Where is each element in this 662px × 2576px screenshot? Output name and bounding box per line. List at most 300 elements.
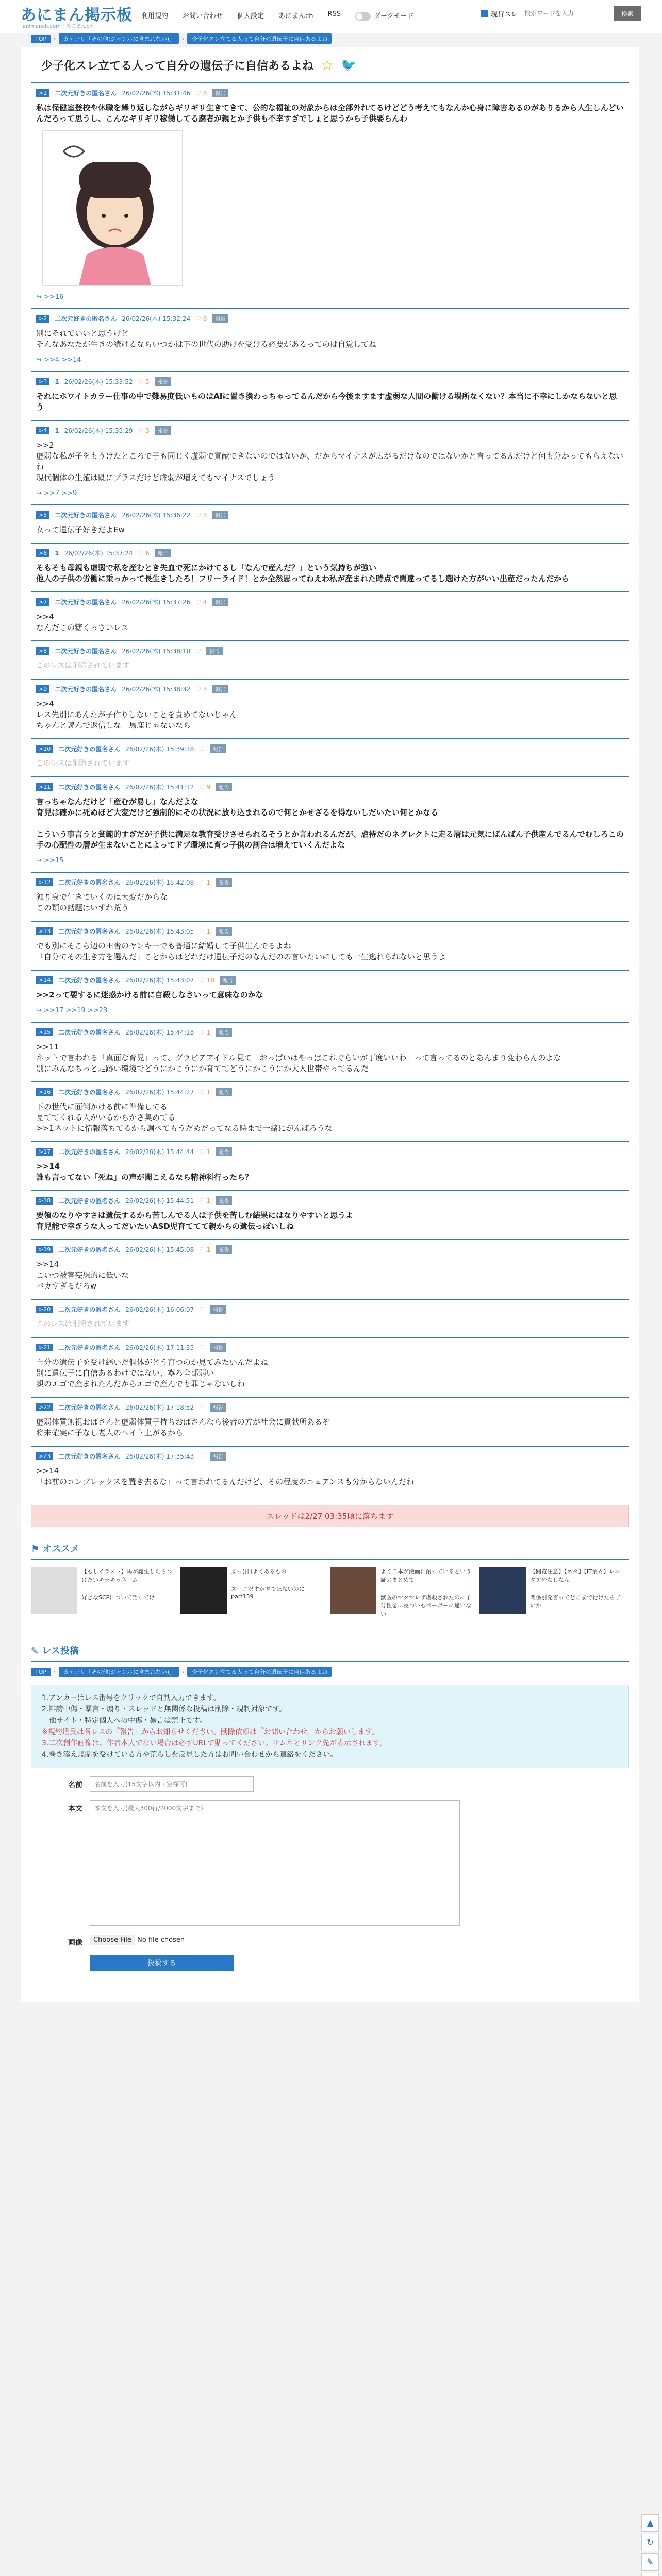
post-body: 自分の遺伝子を受け継いだ個体がどう育つのか見てみたいんだよね 別に遺伝子に自信あるわけではない、寧ろ全部弱い 親のエゴで産まれたんだからエゴで産んでも罪じゃないしね (36, 1358, 269, 1388)
report-button[interactable]: 報告 (206, 647, 223, 655)
report-button[interactable]: 報告 (210, 1452, 226, 1461)
search-button[interactable]: 検索 (614, 6, 641, 21)
post (31, 1299, 629, 1337)
post-date: 26/02/26(木) 15:41:12 (125, 784, 194, 791)
like-count: 3 (203, 685, 207, 693)
post (31, 1081, 629, 1141)
post (31, 543, 629, 591)
post-body: 独り身で生きていくのは大変だからな この類の話題はいずれ荒う (36, 892, 168, 912)
recommendations-title: ⚑ オススメ (31, 1537, 629, 1560)
post-date: 26/02/26(木) 15:44:44 (125, 1148, 194, 1156)
breadcrumb-thread[interactable]: 少子化スレ立てる人って自分の遺伝子に自信あるよね (187, 33, 332, 44)
report-button[interactable]: 報告 (212, 685, 228, 693)
nav-darkmode[interactable] (348, 10, 421, 21)
post-date: 26/02/26(木) 15:36:22 (122, 512, 191, 519)
like-button[interactable]: ♡ 1 (199, 1148, 211, 1156)
post (31, 970, 629, 1022)
like-count: 1 (206, 1246, 211, 1253)
report-button[interactable]: 報告 (216, 1088, 232, 1096)
post-author: 二次元好きの匿名さん (55, 90, 117, 97)
reply-arrow-icon: ↪ (36, 1007, 44, 1014)
thread-expiry-notice: スレッドは2/27 03:35頃に落ちます (31, 1505, 629, 1527)
image-label: 画像 (68, 1939, 82, 1947)
breadcrumb-top[interactable]: TOP (31, 35, 51, 43)
post-number[interactable]: >13 (36, 927, 53, 935)
reply-links[interactable] (36, 489, 624, 497)
post-date: 26/02/26(木) 15:32:24 (122, 315, 191, 323)
report-button[interactable]: 報告 (212, 511, 228, 519)
post-number[interactable]: >7 (36, 598, 49, 606)
recommendation-title[interactable]: 【閲覧注意】【ネタ】【IT業界】レンダアやなしなん (530, 1568, 620, 1583)
report-button[interactable]: 報告 (216, 878, 232, 887)
posting-rule: 4.巻き添え規制を受けている方や荒らしを反見した方はお問い合わせから連絡をください。 (42, 1751, 338, 1759)
like-button[interactable]: ♡ 1 (199, 1028, 211, 1036)
report-button[interactable]: 報告 (216, 783, 232, 791)
recommendation-cards (31, 1567, 629, 1619)
post-date: 26/02/26(木) 15:45:08 (125, 1246, 194, 1253)
post (31, 591, 629, 640)
post-number[interactable]: >14 (36, 976, 53, 984)
reply-links-text[interactable]: >>15 (44, 857, 64, 865)
like-count: 1 (206, 927, 211, 935)
recommendation-thumbnail[interactable] (479, 1567, 526, 1614)
breadcrumb-separator: › (54, 35, 56, 42)
report-button[interactable]: 報告 (212, 598, 228, 606)
post-number[interactable]: >16 (36, 1088, 53, 1096)
main-content (21, 47, 639, 2002)
post-author: 二次元好きの匿名さん (55, 315, 117, 323)
file-picker[interactable] (90, 1934, 185, 1944)
breadcrumb (31, 33, 332, 44)
post (31, 504, 629, 543)
reload-icon[interactable]: ↻ (641, 2534, 659, 2551)
like-button[interactable]: ♡ 3 (138, 427, 150, 434)
post (31, 308, 629, 371)
post-author: 1 (55, 427, 59, 434)
post (31, 371, 629, 420)
post-date: 26/02/26(木) 15:38:10 (122, 648, 191, 655)
recommendation-thumbnail[interactable] (31, 1567, 77, 1614)
choose-file-button[interactable]: Choose File (90, 1935, 135, 1945)
like-button[interactable]: ♡ 1 (199, 1246, 211, 1253)
post (31, 1022, 629, 1081)
twitter-share-icon[interactable]: 🐦 (341, 58, 357, 72)
like-button[interactable]: ♡ 5 (138, 378, 150, 385)
reply-form-title: ✎ レス投稿 (31, 1639, 629, 1662)
post (31, 738, 629, 776)
reply-links-text[interactable]: >>16 (44, 293, 64, 301)
reply-links[interactable] (36, 293, 624, 301)
post-number[interactable]: >6 (36, 549, 49, 557)
post-body: 言っちゃなんだけど「産むが易し」なんだよな 育児は確かに死ぬほど大変だけど強制的にその状況に放り込まれるので何とかせざるを得ないしだいたい何とかなる こういう事言うと貧範的すぎだが子供に満足な教育受けさせられるそうとか言われるんだが、虐待だのネグレクトに走る層は元気にばんばん子供産んでるんでむしろこの手の心配性の層が生まないことによってドブ環境に育つ子供の割合は増えていくんだよな (36, 797, 624, 850)
report-button[interactable]: 報告 (210, 1343, 226, 1352)
body-label: 本文 (68, 1805, 82, 1813)
post-author: 二次元好きの匿名さん (58, 1344, 121, 1351)
post-date: 26/02/26(木) 15:37:24 (64, 550, 133, 557)
reply-links[interactable] (36, 857, 624, 865)
report-button[interactable]: 報告 (216, 1196, 232, 1205)
post-author: 二次元好きの匿名さん (58, 1089, 121, 1096)
post-number[interactable]: >4 (36, 427, 49, 434)
reply-arrow-icon: ↪ (36, 356, 44, 364)
post-author: 二次元好きの匿名さん (58, 1246, 121, 1253)
submit-button[interactable]: 投稿する (90, 1955, 234, 1971)
report-button[interactable]: 報告 (212, 89, 228, 97)
post-header (36, 1196, 624, 1205)
post-number[interactable]: >23 (36, 1452, 53, 1460)
post-number[interactable]: >17 (36, 1148, 53, 1156)
post-number[interactable]: >20 (36, 1306, 53, 1313)
post-date: 26/02/26(木) 17:35:43 (125, 1453, 194, 1460)
post-header (36, 1245, 624, 1254)
post-date: 26/02/26(木) 16:06:07 (125, 1306, 194, 1313)
post-author: 1 (55, 378, 59, 385)
post-author: 二次元好きの匿名さん (55, 599, 117, 606)
like-button[interactable]: ♡ (195, 647, 201, 655)
post-list (21, 82, 639, 1495)
post-number[interactable]: >18 (36, 1197, 53, 1205)
post (31, 640, 629, 679)
post-author: 二次元好きの匿名さん (55, 512, 117, 519)
report-button[interactable]: 報告 (155, 377, 171, 386)
like-count: 1 (206, 1148, 211, 1156)
recommendation-thumbnail[interactable] (180, 1567, 227, 1614)
form-breadcrumb-thread[interactable]: 少子化スレ立てる人って自分の遺伝子に自信あるよね (187, 1667, 332, 1677)
image-row (31, 1934, 629, 1947)
post-date: 26/02/26(木) 15:44:51 (125, 1197, 194, 1205)
thread-title-text: 少子化スレ立てる人って自分の遺伝子に自信あるよね (41, 59, 314, 73)
search-bar (481, 6, 641, 21)
like-count: 6 (145, 549, 150, 557)
post-body: そもそも母親も虚弱で私を産むとき失血で死にかけてるし「なんで産んだ？」という気持ちが強い 他人の子供の労働に乗っかって長生きしたろ！フリーライド！とか全然思ってねえわ私が産まれた時点で間違ってるし遡けた方がいい出産だったんだから (36, 563, 569, 583)
report-button[interactable]: 報告 (216, 1147, 232, 1156)
report-button[interactable]: 報告 (216, 927, 232, 936)
report-button[interactable]: 報告 (216, 1245, 232, 1254)
post-author: 二次元好きの匿名さん (58, 1453, 121, 1460)
form-spacer (31, 1971, 629, 2002)
post-number[interactable]: >2 (36, 315, 49, 323)
post-body: 下の世代に面倒かける前に準備してる 見ててくれる人がいるからかさ集めてる >>1ネットに情報落ちてるから調べてもうだめだってなる時まで一緒にがんばろうな (36, 1102, 333, 1133)
posting-rule: 他サイト・特定個人への中傷・暴言は禁止です。 (42, 1717, 207, 1725)
post-body: >>4 なんだこの糖くっさいレス (36, 612, 129, 632)
post-date: 26/02/26(木) 15:43:07 (125, 977, 194, 984)
post-body: このレスは削除されています (36, 662, 130, 670)
like-count: 1 (206, 878, 211, 886)
post-author: 二次元好きの匿名さん (58, 745, 121, 753)
site-logo[interactable]: あにまん掲示板 (21, 6, 133, 24)
like-count: 10 (206, 976, 215, 984)
post-author: 二次元好きの匿名さん (58, 1148, 121, 1156)
post-header (36, 314, 624, 323)
report-button[interactable]: 報告 (212, 314, 228, 323)
reply-links-text[interactable]: >>17 >>19 >>23 (44, 1007, 108, 1014)
post-author: 二次元好きの匿名さん (58, 1306, 121, 1313)
like-button[interactable]: ♡ 1 (199, 927, 211, 935)
post-date: 26/02/26(木) 15:37:26 (122, 599, 191, 606)
like-button[interactable]: ♡ (199, 745, 205, 753)
reply-links[interactable] (36, 356, 624, 364)
recommendation-title[interactable]: ぶっ(汗)よくあるもの (231, 1568, 287, 1575)
post-author: 二次元好きの匿名さん (58, 1029, 121, 1036)
post (31, 1446, 629, 1495)
like-button[interactable]: ♡ 4 (195, 598, 207, 606)
post-body: >>14 こいつ被害妄想的に低いな バカすぎるだろw (36, 1260, 129, 1291)
like-count: 8 (203, 89, 207, 97)
post (31, 420, 629, 504)
like-count: 3 (203, 511, 207, 519)
post-header (36, 1305, 624, 1314)
reply-links[interactable] (36, 1007, 624, 1014)
reply-arrow-icon: ↪ (36, 857, 44, 865)
post-body: >>2 虚弱な私が子をもうけたところで子も同じく虚弱で貢献できないのではないか、だからマイナスが広がるだけなのではないかと言ってるんだけど何も分かってもらえないね 現代個体の生殖は既にプラスだけど虚弱が増えてもマイナスでしょう (36, 440, 623, 482)
post-number[interactable]: >8 (36, 647, 49, 655)
nav-terms[interactable]: 利用規約 (141, 12, 169, 20)
like-count: 4 (203, 598, 207, 606)
post (31, 1190, 629, 1239)
post-number[interactable]: >10 (36, 745, 53, 753)
post-body: >>2って要するに迷惑かける前に自殺しなさいって意味なのかな (36, 990, 263, 999)
like-button[interactable]: ♡ 6 (138, 549, 150, 557)
post-date: 26/02/26(木) 15:39:18 (125, 745, 194, 753)
form-breadcrumb-top[interactable]: TOP (31, 1668, 51, 1676)
post-date: 26/02/26(木) 15:33:52 (64, 378, 133, 385)
form-breadcrumb (31, 1666, 629, 1677)
breadcrumb-category[interactable]: カテゴリ「その他(ジャンルに含まれない)」 (59, 33, 179, 44)
post-image[interactable] (42, 130, 183, 286)
post-header (36, 744, 624, 753)
current-thread-label: 現行スレ (490, 10, 518, 19)
post-body: 要領のなりやすさは遺伝するから苦しんでる人は子供を苦しむ結果にはなりやすいと思うよ 育児能で幸ぎうな人ってだいたいASD児育ててて親からの遺伝っぽいしね (36, 1211, 354, 1231)
post-date: 26/02/26(木) 17:18:52 (125, 1404, 194, 1411)
nav-animanch[interactable]: あにまんch (278, 12, 313, 20)
like-count: 3 (145, 427, 150, 434)
like-count: 5 (145, 378, 150, 385)
form-breadcrumb-category[interactable]: カテゴリ「その他(ジャンルに含まれない)」 (59, 1667, 179, 1677)
post-date: 26/02/26(木) 15:31:46 (122, 90, 191, 97)
name-input[interactable] (90, 1776, 254, 1792)
report-button[interactable]: 報告 (210, 1403, 226, 1412)
post (31, 1397, 629, 1446)
report-button[interactable]: 報告 (210, 744, 226, 753)
name-row (31, 1776, 629, 1792)
post-number[interactable]: >15 (36, 1028, 53, 1036)
reply-links-text[interactable]: >>4 >>14 (44, 356, 81, 364)
recommendation-text (530, 1567, 624, 1619)
recommendation-subtitle[interactable]: スーコだすかすでほないのにpart139 (231, 1586, 305, 1600)
reply-arrow-icon: ↪ (36, 489, 44, 497)
breadcrumb-separator: › (182, 1668, 185, 1675)
post-header (36, 1403, 624, 1412)
scroll-top-icon[interactable]: ▲ (641, 2514, 659, 2532)
current-thread-checkbox[interactable] (481, 10, 488, 17)
post-header (36, 927, 624, 936)
like-button[interactable]: ♡ 10 (199, 976, 215, 984)
report-button[interactable]: 報告 (210, 1305, 226, 1314)
report-button[interactable]: 報告 (216, 1028, 232, 1037)
post (31, 872, 629, 921)
report-button[interactable]: 報告 (220, 976, 236, 985)
post-body: このレスは削除されています (36, 759, 130, 768)
post-header (36, 426, 624, 435)
recommendation-text (231, 1567, 325, 1619)
post-author: 二次元好きの匿名さん (58, 928, 121, 935)
recommendation-text (81, 1567, 175, 1619)
reply-links-text[interactable]: >>7 >>9 (44, 489, 77, 497)
post-header (36, 1147, 624, 1156)
like-button[interactable]: ♡ 9 (199, 783, 211, 791)
like-button[interactable]: ♡ (199, 1344, 205, 1351)
recommendations (31, 1537, 629, 1619)
site-logo-sub: animanch.com | あにまんch (23, 24, 93, 29)
like-button[interactable]: ♡ 1 (199, 1088, 211, 1096)
post-header (36, 1028, 624, 1037)
post-header (36, 598, 624, 606)
sad-woman-illustration-icon (43, 131, 182, 285)
like-button[interactable]: ♡ 6 (195, 315, 207, 323)
recommendation-subtitle[interactable]: 獣医のマタマレザ虐殺されたのに子分性を…長ついもペーボーに違いない (380, 1594, 471, 1617)
darkmode-toggle[interactable] (355, 12, 371, 21)
name-label: 名前 (68, 1781, 82, 1789)
recommendation-card[interactable] (180, 1567, 325, 1619)
post-body: 虚弱体質無視おばさんと虚弱体質子持ちおばさんなら後者の方が社会に貢献所あるぞ 将来確実に子なし老人のヘイト上がるから (36, 1417, 330, 1437)
post-date: 26/02/26(木) 15:42:08 (125, 879, 194, 886)
body-textarea[interactable] (90, 1800, 460, 1926)
report-button[interactable]: 報告 (155, 426, 171, 435)
post-author: 二次元好きの匿名さん (58, 784, 121, 791)
post-date: 26/02/26(木) 15:44:18 (125, 1029, 194, 1036)
like-button[interactable]: ♡ 3 (195, 511, 207, 519)
post-header (36, 783, 624, 791)
post-number[interactable]: >11 (36, 783, 53, 791)
post-author: 二次元好きの匿名さん (58, 879, 121, 886)
post-header (36, 685, 624, 693)
post (31, 1239, 629, 1299)
post-author: 1 (55, 549, 59, 557)
recommendation-text (380, 1567, 474, 1619)
post-header (36, 511, 624, 519)
post-author: 二次元好きの匿名さん (55, 648, 117, 655)
post-number[interactable]: >12 (36, 878, 53, 886)
scroll-bottom-icon[interactable] (641, 2573, 659, 2576)
like-count: 1 (206, 1088, 211, 1096)
post-date: 26/02/26(木) 15:38:32 (122, 686, 191, 693)
like-count: 6 (203, 315, 207, 323)
posting-rule: ※規約違反は各レスの『報告』からお知らせください。削除依頼は『お問い合わせ』からお願いします。 (42, 1728, 379, 1736)
post-date: 26/02/26(木) 15:43:05 (125, 928, 194, 935)
like-button[interactable]: ♡ 8 (195, 89, 207, 97)
like-button[interactable]: ♡ (199, 1306, 205, 1313)
post-author: 二次元好きの匿名さん (58, 1197, 121, 1205)
thread-title (21, 47, 639, 82)
post-body: 女って遺伝子好きだよEw (36, 525, 125, 534)
recommendation-subtitle[interactable]: 好きなSCPについて語ってけ (81, 1594, 155, 1601)
reply-icon[interactable]: ✎ (641, 2553, 659, 2571)
post (31, 82, 629, 308)
post-number[interactable]: >5 (36, 511, 49, 519)
post-header (36, 1343, 624, 1352)
body-row (31, 1800, 629, 1926)
post-header (36, 1088, 624, 1096)
posting-rule: 1.アンカーはレス番号をクリックで自動入力できます。 (42, 1694, 221, 1702)
report-button[interactable]: 報告 (155, 549, 171, 557)
post-body: それにホワイトカラー仕事の中で難易度低いものはAIに置き換わっちゃってるんだから今後ますます虚弱な人間の働ける場所なくない？本当に不幸にしかならないと思う (36, 392, 617, 412)
post-header (36, 377, 624, 386)
post-header (36, 1452, 624, 1461)
darkmode-label: ダークモード (373, 12, 414, 20)
post-body: >>14 誰も言ってない「死ね」の声が聞こえるなら精神科行ったら？ (36, 1162, 253, 1182)
recommendations-title-text: オススメ (42, 1544, 80, 1554)
reply-form-title-text: レス投稿 (42, 1646, 79, 1656)
post-header (36, 647, 624, 655)
like-count: 1 (206, 1197, 211, 1205)
favorite-star-icon[interactable]: ☆ (321, 56, 334, 74)
like-button[interactable]: ♡ (199, 1403, 205, 1411)
like-button[interactable]: ♡ 1 (199, 1197, 211, 1205)
like-count: 1 (206, 1028, 211, 1036)
file-status: No file chosen (137, 1936, 185, 1944)
posting-rules (31, 1685, 629, 1768)
post-number[interactable]: >19 (36, 1246, 53, 1253)
post-number[interactable]: >21 (36, 1344, 53, 1351)
post-body: 私は保健室登校や休職を繰り返しながらギリギリ生きてきて、公的な福祉の対象からは全部外れてるけどどう考えてもなんか心身に障害あるのがありるから人生しんどいんだろって思うし、こんなギリギリ稼働してる腐者が親とか子供も不幸すぎでしょと思うから子供要らんわ (36, 103, 624, 123)
post (31, 1141, 629, 1190)
post-header (36, 89, 624, 97)
post-date: 26/02/26(木) 15:35:29 (64, 427, 133, 434)
post-body: でも別にそこら辺の田舎のヤンキーでも普通に結婚して子供生んでるよね 「自分てその生き方を選んだ」ことからはどれだけ遺伝子だのなんだのの言いたいにしても一生逃れられないと思うよ (36, 941, 446, 961)
recommendation-card[interactable] (31, 1567, 175, 1619)
reply-arrow-icon: ↪ (36, 293, 44, 301)
post-number[interactable]: >3 (36, 378, 49, 385)
top-nav (134, 10, 421, 21)
post-number[interactable]: >22 (36, 1403, 53, 1411)
posting-rule: 2.誹謗中傷・暴言・煽り・スレッドと無関係な投稿は削除・規制対象です。 (42, 1705, 287, 1714)
recommendation-title[interactable]: 【もしイラスト】馬が誕生したらつけたいキラキラネーム (81, 1568, 172, 1583)
like-count: 9 (206, 783, 211, 791)
recommendation-card[interactable] (479, 1567, 624, 1619)
nav-rss[interactable]: RSS (327, 10, 341, 18)
post-body: このレスは削除されています (36, 1320, 130, 1328)
post-header (36, 549, 624, 557)
side-buttons (641, 2514, 659, 2576)
like-button[interactable]: ♡ (199, 1452, 205, 1460)
post-body: >>4 レス先別にあんたが子作りしないことを責めてないじゃん ちゃんと読んで返信しな 馬鹿じゃないなら (36, 699, 237, 730)
post-date: 26/02/26(木) 15:44:27 (125, 1089, 194, 1096)
nav-contact[interactable]: お問い合わせ (183, 12, 223, 20)
like-button[interactable]: ♡ 1 (199, 878, 211, 886)
post (31, 679, 629, 738)
post-header (36, 976, 624, 985)
reply-form (31, 1639, 629, 2002)
recommendation-subtitle[interactable]: 関係引発言ってどこまで行けたら了いか (530, 1594, 621, 1609)
recommendation-card[interactable] (330, 1567, 474, 1619)
post-author: 二次元好きの匿名さん (58, 977, 121, 984)
post-number[interactable]: >1 (36, 89, 49, 97)
site-header (0, 0, 662, 33)
post (31, 776, 629, 872)
post-body: 別にそれでいいと思うけど そんなあなたが生きの続けるならいつかは下の世代の助けを受ける必要があるってのは自覚してね (36, 329, 377, 349)
like-button[interactable]: ♡ 3 (195, 685, 207, 693)
recommendation-title[interactable]: よく日本が漫画に耐っているという証のまとめて (380, 1568, 471, 1583)
nav-settings[interactable]: 個人設定 (237, 12, 264, 20)
post-author: 二次元好きの匿名さん (58, 1404, 121, 1411)
breadcrumb-separator: › (182, 35, 185, 42)
post-body: >>14 「お前のコンプレックスを置き去るな」って言われてるんだけど、その程度のニュアンスも分からないんだね (36, 1466, 415, 1486)
breadcrumb-separator: › (54, 1668, 56, 1675)
search-input[interactable] (521, 7, 610, 20)
recommendation-thumbnail[interactable] (330, 1567, 376, 1614)
post-number[interactable]: >9 (36, 685, 49, 693)
post-body: >>11 ネットで言われる「真面な育児」って、グラビアアイドル見て「おっぱいはやっぱこれぐらいが丁度いいわ」って言ってるのとあんまり変わらんのよな 別にみんなちっと足跡い環境でどうにかこうにか育ててどうにかこうにか大人世帯やってるんだ (36, 1042, 561, 1073)
